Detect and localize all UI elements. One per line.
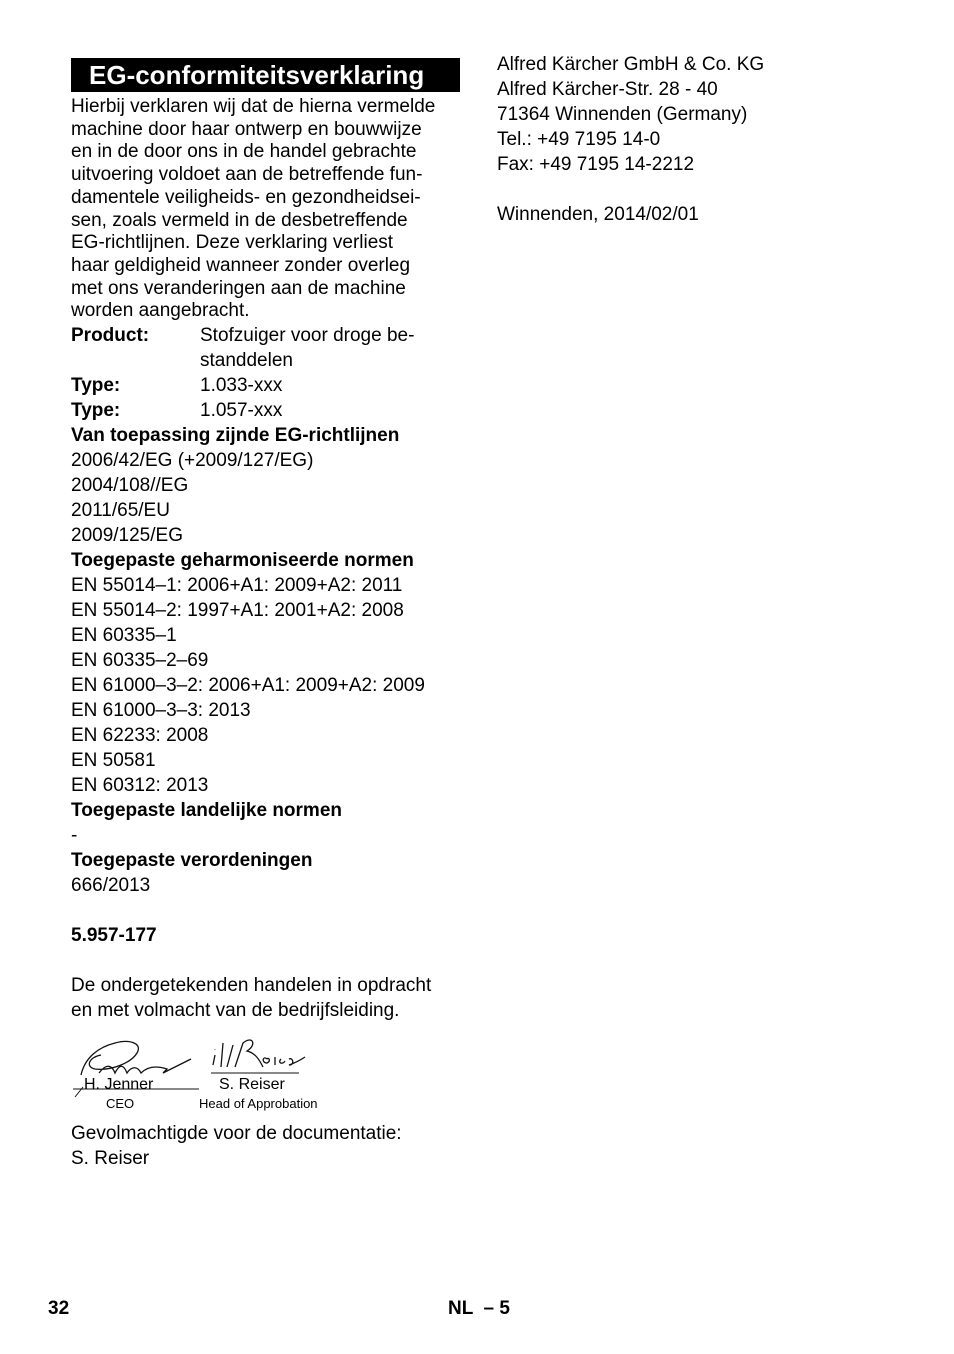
right-column	[497, 52, 917, 227]
norm-item: EN 61000–3–3: 2013	[71, 700, 251, 722]
directive-item: 2006/42/EG (+2009/127/EG)	[71, 450, 314, 472]
product-row	[71, 323, 463, 373]
company-line: Alfred Kärcher GmbH & Co. KG	[497, 54, 765, 75]
norm-item: EN 50581	[71, 750, 156, 772]
directives-title: Van toepassing zijnde EG-richtlijnen	[71, 425, 400, 447]
norm-item: EN 55014–1: 2006+A1: 2009+A2: 2011	[71, 575, 403, 597]
place-date: Winnenden, 2014/02/01	[497, 204, 699, 225]
doc-authority	[71, 1121, 463, 1171]
intro-line: uitvoering voldoet aan de betreffende fun-	[71, 164, 423, 186]
type-value: 1.057-xxx	[200, 400, 283, 422]
intro-line: en in de door ons in de handel gebrachte	[71, 141, 417, 163]
type-label: Type:	[71, 400, 121, 422]
directive-item: 2009/125/EG	[71, 525, 183, 547]
signatory-name: S. Reiser	[219, 1076, 285, 1094]
type-row	[71, 398, 463, 423]
type-row	[71, 373, 463, 398]
signature-block	[71, 1029, 463, 1121]
type-value: 1.033-xxx	[200, 375, 283, 397]
intro-line: EG-richtlijnen. Deze verklaring verliest	[71, 232, 394, 254]
national-title: Toegepaste landelijke normen	[71, 800, 343, 822]
norm-item: EN 61000–3–2: 2006+A1: 2009+A2: 2009	[71, 675, 425, 697]
regulations-title: Toegepaste verordeningen	[71, 850, 313, 872]
language-page-label: NL – 5	[448, 1298, 510, 1319]
directive-item: 2011/65/EU	[71, 500, 170, 522]
norm-item: EN 60335–1	[71, 625, 177, 647]
intro-text	[71, 96, 463, 323]
regulations-value: 666/2013	[71, 875, 151, 897]
intro-line: haar geldigheid wanneer zonder overleg	[71, 254, 411, 276]
intro-line: machine door haar ontwerp en bouwwijze	[71, 118, 422, 140]
intro-line: Hierbij verklaren wij dat de hierna vermelde	[71, 96, 436, 117]
norm-item: EN 60335–2–69	[71, 650, 209, 672]
page-title: EG-conformiteitsverklaring	[71, 58, 460, 92]
company-line: Tel.: +49 7195 14-0	[497, 129, 661, 150]
product-value-line: Stofzuiger voor droge be-	[200, 325, 415, 347]
intro-line: worden aangebracht.	[71, 300, 250, 322]
mandate-line: en met volmacht van de bedrijfsleiding.	[71, 1000, 400, 1022]
harmonized-title: Toegepaste geharmoniseerde normen	[71, 550, 414, 572]
intro-line: sen, zoals vermeld in de desbetreffende	[71, 209, 408, 231]
product-value	[200, 323, 440, 373]
company-line: 71364 Winnenden (Germany)	[497, 104, 748, 125]
intro-line: met ons veranderingen aan de machine	[71, 277, 406, 299]
signatory-name: H. Jenner	[84, 1076, 154, 1094]
company-line: Alfred Kärcher-Str. 28 - 40	[497, 79, 718, 100]
national-value: -	[71, 825, 78, 847]
spec-block	[71, 323, 463, 1023]
signatory-role: Head of Approbation	[199, 1096, 318, 1112]
norm-item: EN 62233: 2008	[71, 725, 209, 747]
company-line: Fax: +49 7195 14-2212	[497, 154, 695, 175]
intro-line: damentele veiligheids- en gezondheidsei-	[71, 186, 421, 208]
doc-authority-label: Gevolmachtigde voor de documentatie:	[71, 1123, 402, 1145]
document-number: 5.957-177	[71, 925, 157, 947]
mandate-line: De ondergetekenden handelen in opdracht	[71, 975, 432, 997]
page-number: 32	[48, 1298, 70, 1319]
product-label: Product:	[71, 325, 150, 347]
directive-item: 2004/108//EG	[71, 475, 189, 497]
signatory-role: CEO	[106, 1096, 135, 1112]
type-label: Type:	[71, 375, 121, 397]
product-value-line: standdelen	[200, 350, 293, 372]
left-column	[71, 58, 463, 1171]
doc-authority-name: S. Reiser	[71, 1148, 150, 1170]
norm-item: EN 60312: 2013	[71, 775, 209, 797]
norm-item: EN 55014–2: 1997+A1: 2001+A2: 2008	[71, 600, 404, 622]
